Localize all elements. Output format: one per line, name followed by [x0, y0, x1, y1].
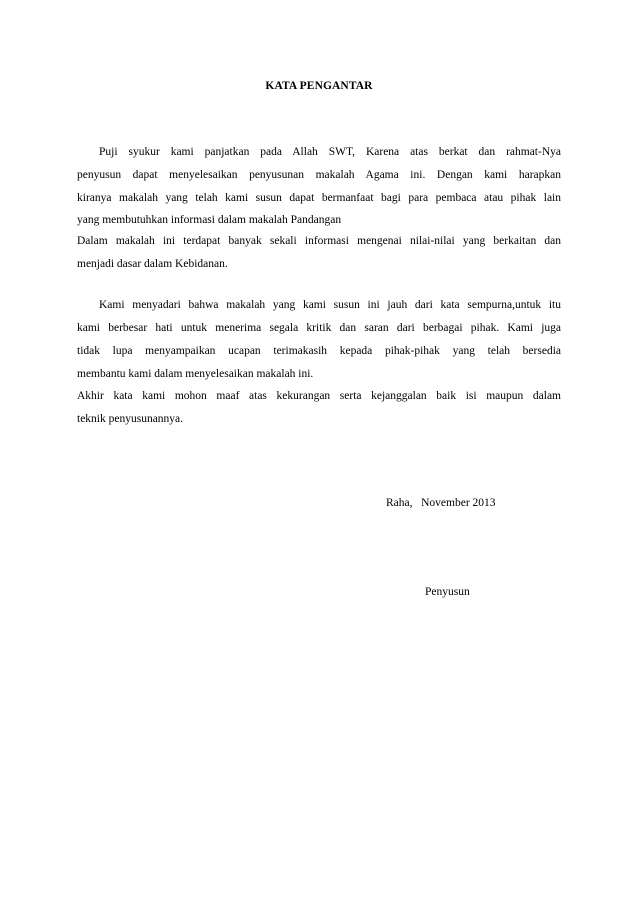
paragraph-3-line-2: kami berbesar hati untuk menerima segala kritik dan saran dari berbagai pihak. Kami juga — [77, 322, 561, 334]
paragraph-4-line-1: Akhir kata kami mohon maaf atas kekurangan serta kejanggalan baik isi maupun dalam — [77, 390, 561, 402]
paragraph-1-line-4: yang membutuhkan informasi dalam makalah Pandangan — [77, 214, 342, 226]
place-date: Raha, November 2013 — [386, 497, 496, 509]
paragraph-3-line-4: membantu kami dalam menyelesaikan makalah ini. — [77, 368, 314, 380]
paragraph-2-line-2: menjadi dasar dalam Kebidanan. — [77, 258, 228, 270]
author-signature: Penyusun — [425, 586, 470, 598]
paragraph-2-line-1: Dalam makalah ini terdapat banyak sekali informasi mengenai nilai-nilai yang berkaitan dan — [77, 235, 561, 247]
paragraph-4-line-2: teknik penyusunannya. — [77, 413, 184, 425]
paragraph-1-line-2: penyusun dapat menyelesaikan penyusunan makalah Agama ini. Dengan kami harapkan — [77, 169, 561, 181]
paragraph-1-line-3: kiranya makalah yang telah kami susun dapat bermanfaat bagi para pembaca atau pihak lain — [77, 192, 561, 204]
paragraph-3-line-1: Kami menyadari bahwa makalah yang kami susun ini jauh dari kata sempurna,untuk itu — [99, 299, 561, 311]
paragraph-3-line-3: tidak lupa menyampaikan ucapan terimakasih kepada pihak-pihak yang telah bersedia — [77, 345, 561, 357]
page-title: KATA PENGANTAR — [265, 80, 373, 92]
paragraph-1-line-1: Puji syukur kami panjatkan pada Allah SWT, Karena atas berkat dan rahmat-Nya — [99, 146, 561, 158]
